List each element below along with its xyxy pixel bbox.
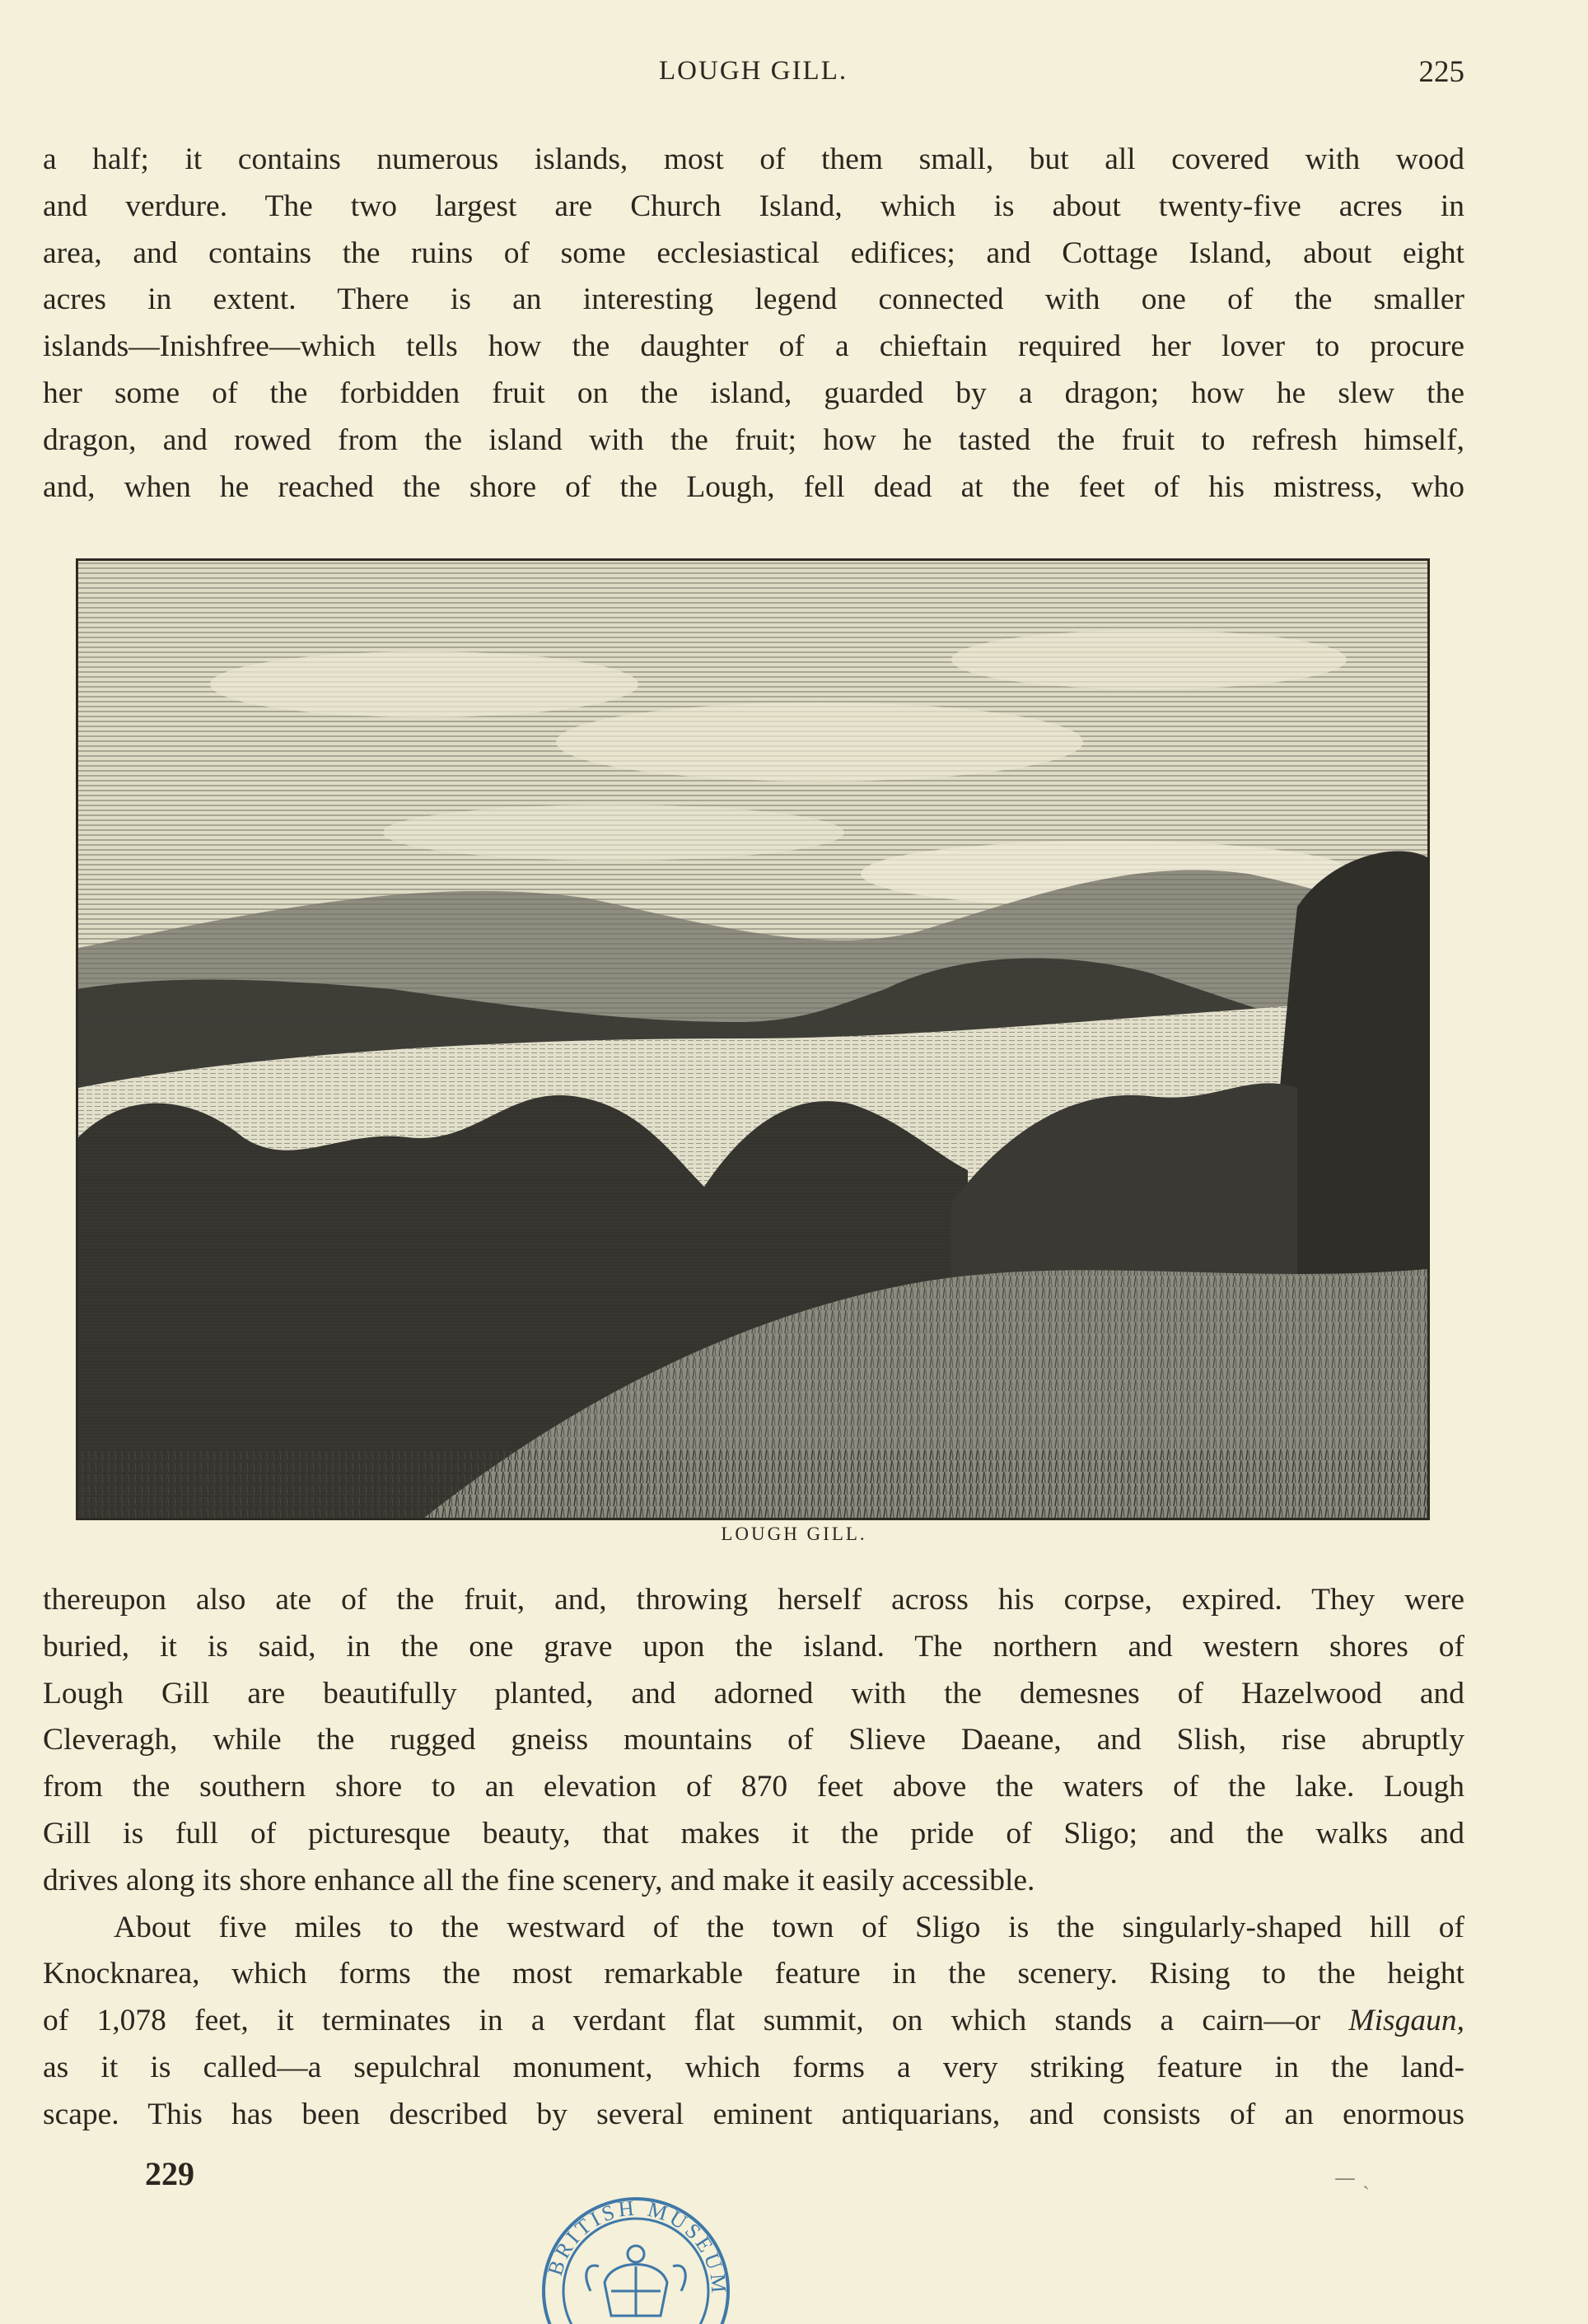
text-line: Gill is full of picturesque beauty, that makes it the pride of Sligo; and the walks and: [43, 1816, 1464, 1850]
signature-mark: 229: [145, 2155, 194, 2192]
text-line: Knocknarea, which forms the most remarkable feature in the scenery. Rising to the height: [43, 1957, 1464, 1991]
text-line: and verdure. The two largest are Church Island, which is about twenty-five acres in: [43, 189, 1464, 223]
text-line: Cleveragh, while the rugged gneiss mountains of Slieve Daeane, and Slish, rise abruptly: [43, 1723, 1464, 1757]
italic-term: Misgaun,: [1348, 2004, 1464, 2038]
text-span: of 1,078 feet, it terminates in a verdant flat summit, on which stands a cairn—or: [43, 2004, 1349, 2038]
text-line: islands—Inishfree—which tells how the daughter of a chieftain required her lover to procure: [43, 329, 1464, 364]
text-line: a half; it contains numerous islands, most of them small, but all covered with wood: [43, 142, 1464, 176]
text-line: thereupon also ate of the fruit, and, throwing herself across his corpse, expired. They were: [43, 1583, 1464, 1617]
body-text-top: [43, 137, 1464, 511]
text-line: Lough Gill are beautifully planted, and adorned with the demesnes of Hazelwood and: [43, 1676, 1464, 1710]
page-number: 225: [1418, 55, 1464, 89]
stamp-text-path: BRITISH MUSEUM: [543, 2196, 731, 2298]
lough-gill-engraving: [76, 558, 1430, 1520]
text-line: scape. This has been described by several eminent antiquarians, and consists of an enormous: [43, 2097, 1464, 2131]
landscape-icon: [78, 561, 1427, 1518]
text-line: area, and contains the ruins of some ecclesiastical edifices; and Cottage Island, about eight: [43, 236, 1464, 270]
text-line: as it is called—a sepulchral monument, which forms a very striking feature in the land-: [43, 2050, 1464, 2084]
corner-marks: — ˎ: [1334, 2166, 1370, 2191]
museum-stamp-icon: [512, 2192, 759, 2324]
running-title: LOUGH GILL.: [659, 56, 848, 86]
text-line: dragon, and rowed from the island with the fruit; how he tasted the fruit to refresh himself,: [43, 422, 1464, 457]
text-line: her some of the forbidden fruit on the island, guarded by a dragon; how he slew the: [43, 376, 1464, 410]
text-line: from the southern shore to an elevation of 870 feet above the waters of the lake. Lough: [43, 1770, 1464, 1804]
text-line: drives along its shore enhance all the fine scenery, and make it easily accessible.: [43, 1863, 1035, 1897]
running-head: [0, 54, 1588, 96]
text-line: acres in extent. There is an interesting legend connected with one of the smaller: [43, 282, 1464, 317]
text-line-with-italic: [43, 1998, 1464, 2045]
paragraph-first-line: About five miles to the westward of the town of Sligo is the singularly-shaped hill of: [114, 1910, 1464, 1944]
body-text-bottom: [43, 1577, 1464, 2139]
figure-caption: LOUGH GILL.: [721, 1524, 867, 1544]
text-line: buried, it is said, in the one grave upon the island. The northern and western shores of: [43, 1629, 1464, 1664]
text-line: and, when he reached the shore of the Lough, fell dead at the feet of his mistress, who: [43, 469, 1464, 504]
